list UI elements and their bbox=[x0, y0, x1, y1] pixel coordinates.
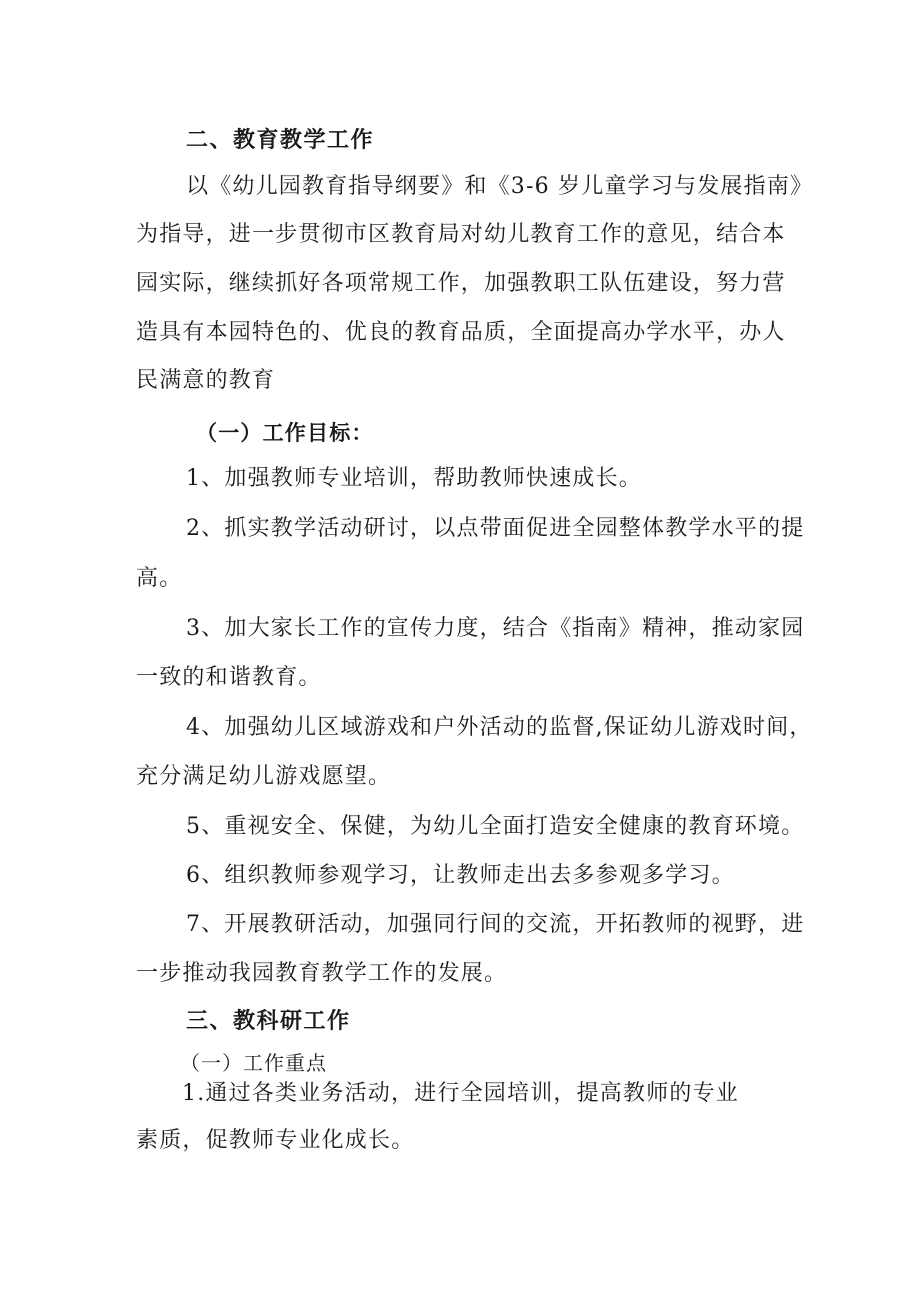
section-3-heading: 三、教科研工作 bbox=[186, 1008, 351, 1034]
goal-1: 1、加强教师专业培训，帮助教师快速成长。 bbox=[186, 466, 642, 491]
goal-5: 5、重视安全、保健，为幼儿全面打造安全健康的教育环境。 bbox=[186, 814, 805, 839]
goal-3-line-2: 一致的和谐教育。 bbox=[136, 665, 322, 690]
intro-line-5: 民满意的教育 bbox=[136, 368, 276, 393]
intro-line-4: 造具有本园特色的、优良的教育品质，全面提高办学水平，办人 bbox=[136, 320, 786, 345]
intro-line-1: 以《幼儿园教育指导纲要》和《3-6 岁儿童学习与发展指南》 bbox=[186, 174, 814, 199]
focus-item-1-line-2: 素质，促教师专业化成长。 bbox=[136, 1128, 415, 1153]
intro-line-2: 为指导，进一步贯彻市区教育局对幼儿教育工作的意见，结合本 bbox=[136, 222, 786, 247]
focus-subheading: （一）工作重点 bbox=[180, 1051, 327, 1075]
goal-6: 6、组织教师参观学习，让教师走出去多参观多学习。 bbox=[186, 863, 735, 888]
goal-4-line-1: 4、加强幼儿区域游戏和户外活动的监督,保证幼儿游戏时间， bbox=[186, 715, 813, 740]
goals-subheading: （一）工作目标： bbox=[196, 420, 374, 445]
section-2-heading: 二、教育教学工作 bbox=[186, 127, 375, 153]
focus-item-1-line-1: 1.通过各类业务活动，进行全园培训，提高教师的专业 bbox=[182, 1081, 739, 1106]
intro-line-3: 园实际，继续抓好各项常规工作，加强教职工队伍建设，努力营 bbox=[136, 271, 786, 296]
goal-2-line-1: 2、抓实教学活动研讨，以点带面促进全园整体教学水平的提 bbox=[186, 516, 805, 541]
goal-7-line-1: 7、开展教研活动，加强同行间的交流，开拓教师的视野，进 bbox=[186, 912, 805, 937]
goal-2-line-2: 高。 bbox=[136, 566, 183, 591]
goal-3-line-1: 3、加大家长工作的宣传力度，结合《指南》精神，推动家园 bbox=[186, 616, 805, 641]
goal-4-line-2: 充分满足幼儿游戏愿望。 bbox=[136, 764, 392, 789]
goal-7-line-2: 一步推动我园教育教学工作的发展。 bbox=[136, 961, 508, 986]
